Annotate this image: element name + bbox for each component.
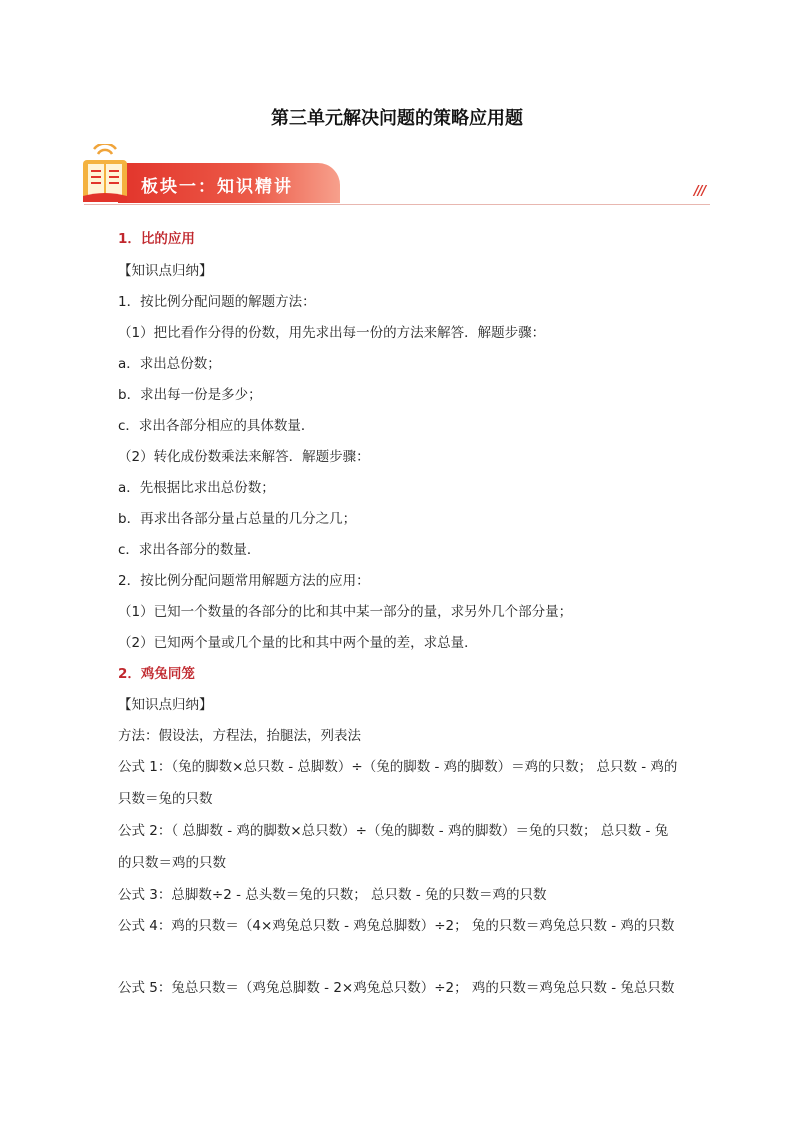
section1-heading: 1．比的应用 — [118, 231, 195, 247]
banner-decor: /// — [694, 184, 706, 199]
section1-line: （1）已知一个数量的各部分的比和其中某一部分的量，求另外几个部分量； — [118, 604, 573, 620]
section1-line: c．求出各部分的数量． — [118, 542, 261, 558]
section2-method: 方法：假设法，方程法，抬腿法，列表法 — [118, 728, 361, 744]
section1-line: （2）已知两个量或几个量的比和其中两个量的差，求总量． — [118, 635, 478, 651]
section1-line: （1）把比看作分得的份数，用先求出每一份的方法来解答．解题步骤： — [118, 325, 546, 341]
section1-tag: 【知识点归纳】 — [118, 263, 213, 279]
book-icon — [80, 144, 130, 204]
formula-3: 公式 3：总脚数÷2 - 总头数＝兔的只数； 总只数 - 兔的只数＝鸡的只数 — [118, 887, 547, 903]
section1-line: b．再求出各部分量占总量的几分之几； — [118, 511, 357, 527]
section2-tag: 【知识点归纳】 — [118, 697, 213, 713]
formula-5: 公式 5：兔总只数＝（鸡兔总脚数 - 2×鸡兔总只数）÷2； 鸡的只数＝鸡兔总只数 - 兔总只数 — [118, 980, 675, 996]
section1-line: a．先根据比求出总份数； — [118, 480, 275, 496]
section1-line: （2）转化成份数乘法来解答．解题步骤： — [118, 449, 370, 465]
formula-2: 公式 2：（ 总脚数 - 鸡的脚数×总只数）÷（兔的脚数 - 鸡的脚数）＝兔的只数； 总只数 - 兔的只数＝鸡的只数 — [118, 823, 669, 871]
section1-line: 2．按比例分配问题常用解题方法的应用： — [118, 573, 370, 589]
section1-line: b．求出每一份是多少； — [118, 387, 262, 403]
section2-heading: 2．鸡兔同笼 — [118, 666, 195, 682]
section1-line: c．求出各部分相应的具体数量． — [118, 418, 315, 434]
formula-1: 公式 1：（兔的脚数×总只数 - 总脚数）÷（兔的脚数 - 鸡的脚数）＝鸡的只数； 总只数 - 鸡的只数＝兔的只数 — [118, 759, 678, 807]
formula-4: 公式 4：鸡的只数＝（4×鸡兔总只数 - 鸡兔总脚数）÷2； 兔的只数＝鸡兔总只数 - 鸡的只数 — [118, 918, 675, 934]
section1-line: 1．按比例分配问题的解题方法： — [118, 294, 316, 310]
banner-divider — [84, 204, 710, 205]
page-title: 第三单元解决问题的策略应用题 — [271, 108, 523, 129]
banner-label: 板块一：知识精讲 — [141, 177, 293, 197]
section1-line: a．求出总份数； — [118, 356, 221, 372]
